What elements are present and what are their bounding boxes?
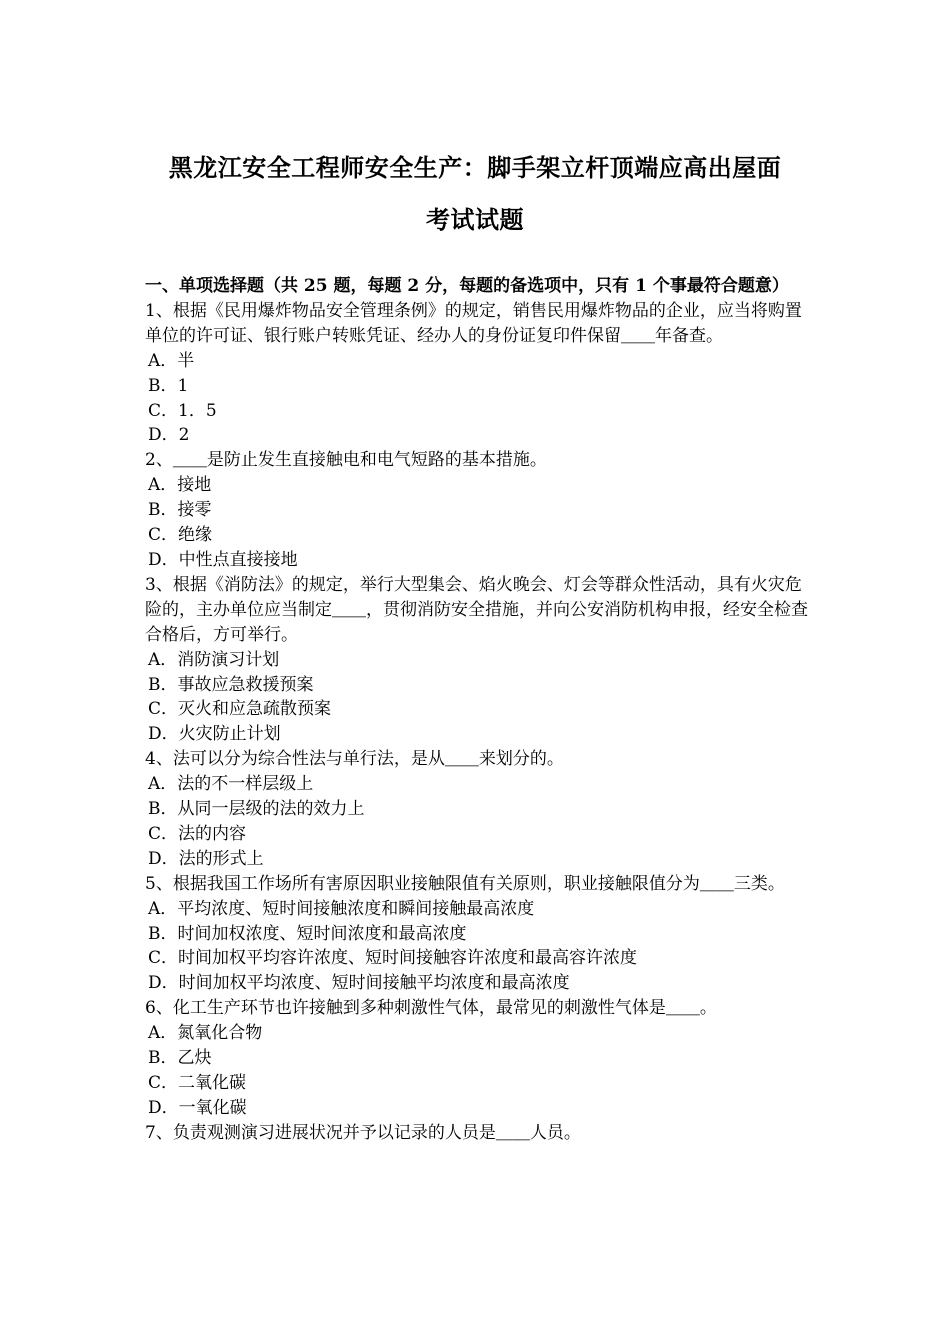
option-b: B．1: [148, 375, 189, 396]
option-c: C．二氧化碳: [148, 1073, 247, 1093]
option-a: A．平均浓度、短时间接触浓度和瞬间接触最高浓度: [148, 898, 535, 919]
question-text: 2、＿＿是防止发生直接触电和电气短路的基本措施。: [145, 450, 547, 471]
option-c: C．法的内容: [148, 823, 247, 844]
option-b: B．乙炔: [148, 1048, 212, 1069]
question-text: 1、根据《民用爆炸物品安全管理条例》的规定，销售民用爆炸物品的企业，应当将购置单位的许可证、银行账户转账凭证、经办人的身份证复印件保留＿＿年备查。: [145, 300, 802, 346]
question-5: [145, 872, 809, 997]
option-d: D．法的形式上: [148, 848, 264, 869]
option-a: A．氮氧化合物: [148, 1023, 263, 1044]
question-3: [145, 573, 809, 747]
question-6: [145, 996, 809, 1121]
option-d: D．2: [148, 425, 190, 446]
option-c: C．绝缘: [148, 525, 213, 546]
option-a: A．消防演习计划: [148, 649, 280, 670]
question-text: 4、法可以分为综合性法与单行法，是从＿＿来划分的。: [145, 749, 564, 770]
question-4: [145, 747, 809, 872]
question-text: 7、负责观测演习进展状况并予以记录的人员是＿＿人员。: [145, 1122, 581, 1143]
document-title-line2: 考试试题: [426, 205, 524, 234]
option-d: D．一氧化碳: [148, 1097, 247, 1118]
option-a: A．接地: [148, 475, 212, 496]
option-a: A．法的不一样层级上: [148, 774, 314, 795]
option-d: D．火灾防止计划: [148, 724, 281, 745]
question-1: [145, 299, 809, 448]
section-heading: 一、单项选择题（共 25 题，每题 2 分，每题的备选项中，只有 1 个事最符合题意）: [145, 276, 789, 296]
question-text: 3、根据《消防法》的规定，举行大型集会、焰火晚会、灯会等群众性活动，具有火灾危险的，主办单位应当制定＿＿，贯彻消防安全措施，并向公安消防机构申报，经安全检查合格后，方可举行。: [145, 574, 808, 645]
option-b: B．接零: [148, 500, 212, 521]
option-c: C．灭火和应急疏散预案: [148, 699, 332, 720]
document-body: [145, 274, 809, 1146]
option-b: B．时间加权浓度、短时间浓度和最高浓度: [148, 923, 467, 944]
question-text: 6、化工生产环节也许接触到多种刺激性气体，最常见的刺激性气体是＿＿。: [145, 998, 717, 1019]
option-b: B．事故应急救援预案: [148, 674, 314, 695]
option-b: B．从同一层级的法的效力上: [148, 799, 365, 820]
question-2: [145, 448, 809, 573]
option-c: C．时间加权平均容许浓度、短时间接触容许浓度和最高容许浓度: [148, 948, 638, 969]
question-7: [145, 1121, 809, 1146]
document-title-line1: 黑龙江安全工程师安全生产：脚手架立杆顶端应高出屋面: [168, 153, 782, 182]
option-c: C．1．5: [148, 400, 217, 421]
option-d: D．中性点直接接地: [148, 549, 298, 570]
option-d: D．时间加权平均浓度、短时间接触平均浓度和最高浓度: [148, 973, 570, 994]
option-a: A．半: [148, 350, 195, 371]
question-text: 5、根据我国工作场所有害原因职业接触限值有关原则，职业接触限值分为＿＿三类。: [145, 873, 785, 894]
